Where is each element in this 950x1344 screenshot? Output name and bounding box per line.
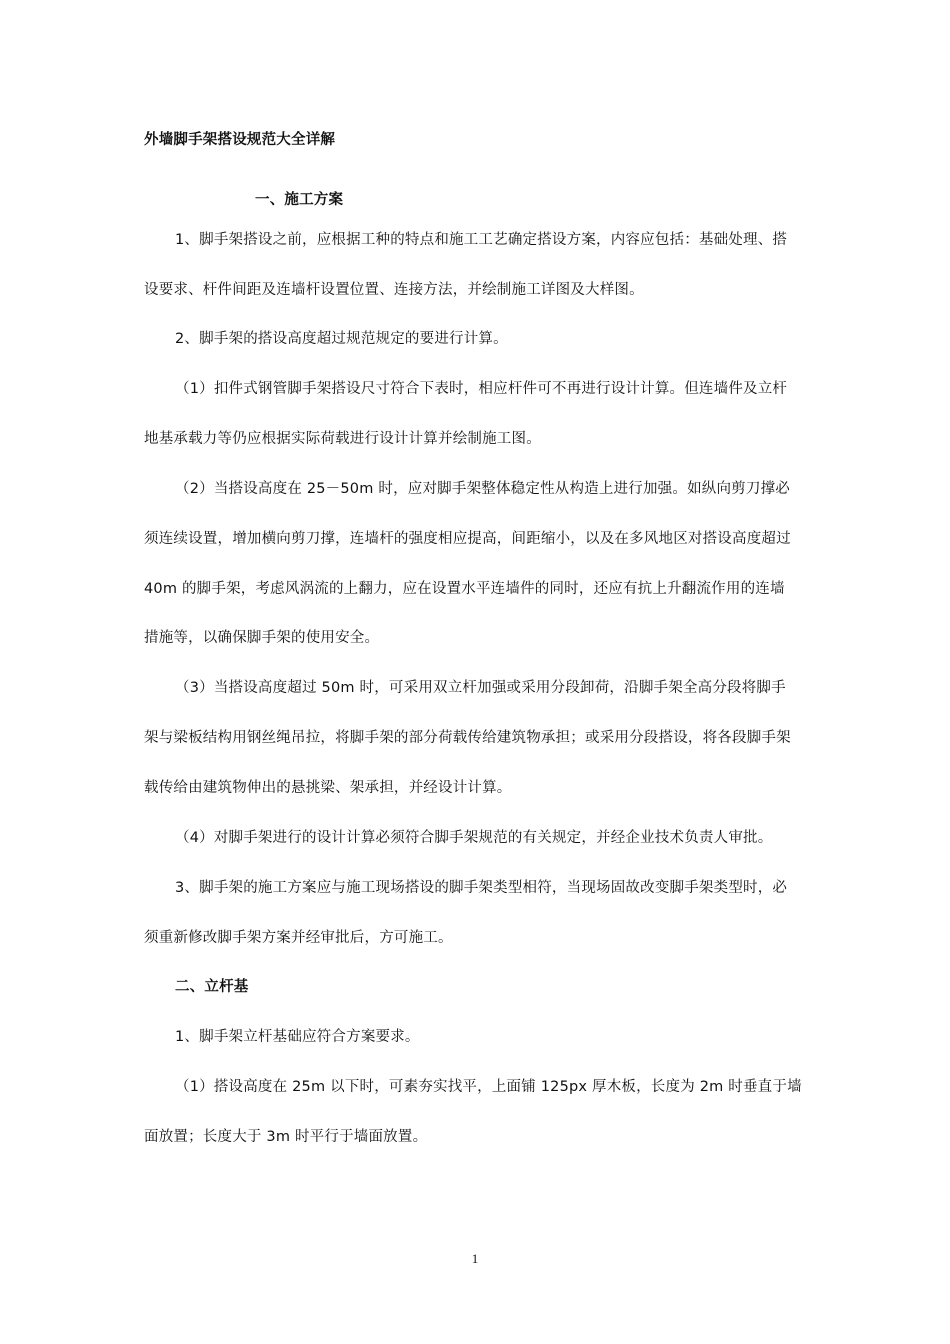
paragraph-line: 设要求、杆件间距及连墙杆设置位置、连接方法，并绘制施工详图及大样图。 xyxy=(144,282,644,298)
paragraph-line: 架与梁板结构用钢丝绳吊拉，将脚手架的部分荷载传给建筑物承担；或采用分段搭设，将各段脚手架 xyxy=(144,730,791,746)
paragraph-line: 3、脚手架的施工方案应与施工现场搭设的脚手架类型相符，当现场固故改变脚手架类型时，必 xyxy=(175,880,788,896)
paragraph-line: （2）当搭设高度在 25－50m 时，应对脚手架整体稳定性从构造上进行加强。如纵向剪刀撑必 xyxy=(175,481,790,497)
document-title: 外墙脚手架搭设规范大全详解 xyxy=(144,132,336,148)
paragraph-line: 须重新修改脚手架方案并经审批后，方可施工。 xyxy=(144,930,453,946)
paragraph-line: （4）对脚手架进行的设计计算必须符合脚手架规范的有关规定，并经企业技术负责人审批。 xyxy=(175,830,773,846)
section-heading-construction-plan: 一、施工方案 xyxy=(255,192,344,208)
paragraph-line: 须连续设置，增加横向剪刀撑，连墙杆的强度相应提高，间距缩小，以及在多风地区对搭设高度超过 xyxy=(144,531,791,547)
paragraph-line: 40m 的脚手架，考虑风涡流的上翻力，应在设置水平连墙件的同时，还应有抗上升翻流作用的连墙 xyxy=(144,581,785,597)
paragraph-line: （3）当搭设高度超过 50m 时，可采用双立杆加强或采用分段卸荷，沿脚手架全高分段将脚手 xyxy=(175,680,786,696)
paragraph-line: 地基承载力等仍应根据实际荷载进行设计计算并绘制施工图。 xyxy=(144,431,541,447)
paragraph-line: 载传给由建筑物伸出的悬挑梁、架承担，并经设计计算。 xyxy=(144,780,512,796)
page-number: 1 xyxy=(471,1251,479,1266)
paragraph-line: 2、脚手架的搭设高度超过规范规定的要进行计算。 xyxy=(175,331,508,347)
paragraph-line: 面放置；长度大于 3m 时平行于墙面放置。 xyxy=(144,1129,428,1145)
paragraph-line: 措施等，以确保脚手架的使用安全。 xyxy=(144,630,380,646)
paragraph-line: （1）搭设高度在 25m 以下时，可素夯实找平，上面铺 125px 厚木板，长度为 2m 时垂直于墙 xyxy=(175,1079,802,1095)
paragraph-line: 1、脚手架立杆基础应符合方案要求。 xyxy=(175,1029,420,1045)
section-heading-pole-foundation: 二、立杆基 xyxy=(175,979,249,995)
paragraph-line: （1）扣件式钢管脚手架搭设尺寸符合下表时，相应杆件可不再进行设计计算。但连墙件及立杆 xyxy=(175,381,788,397)
paragraph-line: 1、脚手架搭设之前，应根据工种的特点和施工工艺确定搭设方案，内容应包括：基础处理、搭 xyxy=(175,232,788,248)
